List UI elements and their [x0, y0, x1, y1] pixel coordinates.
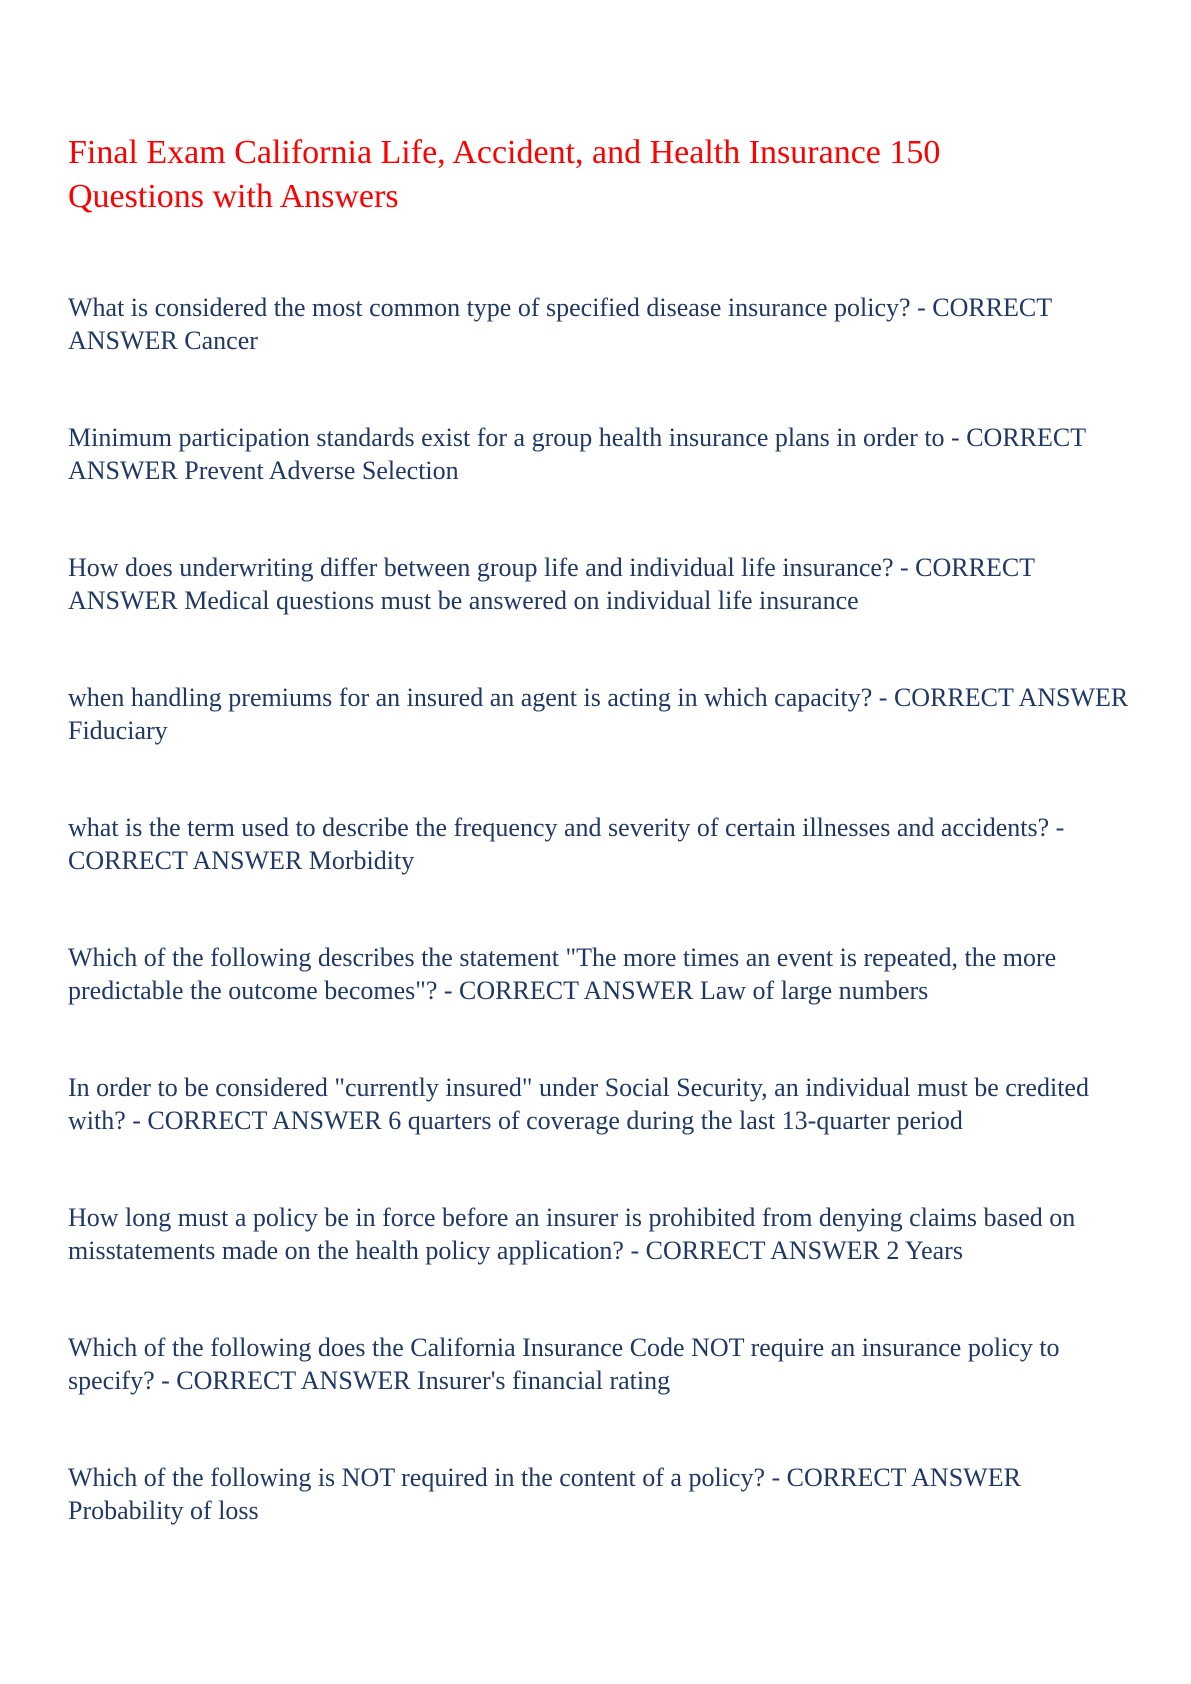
question-answer-item: Which of the following does the California Insurance Code NOT require an insurance policy to specify? - CORRECT ANSWER Insurer's financial rating [68, 1333, 1060, 1395]
question-answer-item: when handling premiums for an insured an agent is acting in which capacity? - CORRECT ANSWER Fiduciary [68, 683, 1129, 745]
question-answer-item: Minimum participation standards exist for a group health insurance plans in order to - CORRECT ANSWER Prevent Adverse Selection [68, 423, 1086, 485]
question-answer-item: In order to be considered "currently insured" under Social Security, an individual must be credited with? - CORRECT ANSWER 6 quarters of coverage during the last 13-quarter period [68, 1073, 1089, 1135]
question-list [68, 291, 1131, 1527]
question-answer-item: Which of the following describes the statement "The more times an event is repeated, the more predictable the outcome becomes"? - CORRECT ANSWER Law of large numbers [68, 943, 1057, 1005]
question-answer-item: what is the term used to describe the frequency and severity of certain illnesses and accidents? - CORRECT ANSWER Morbidity [68, 813, 1065, 875]
question-answer-item: What is considered the most common type of specified disease insurance policy? - CORRECT ANSWER Cancer [68, 293, 1052, 355]
document-title: Final Exam California Life, Accident, and Health Insurance 150 Questions with Answers [68, 134, 941, 215]
question-answer-item: How does underwriting differ between group life and individual life insurance? - CORRECT ANSWER Medical questions must be answered on individual life insurance [68, 553, 1035, 615]
question-answer-item: How long must a policy be in force before an insurer is prohibited from denying claims based on misstatements made on the health policy application? - CORRECT ANSWER 2 Years [68, 1203, 1076, 1265]
question-answer-item: Which of the following is NOT required in the content of a policy? - CORRECT ANSWER Probability of loss [68, 1463, 1021, 1525]
